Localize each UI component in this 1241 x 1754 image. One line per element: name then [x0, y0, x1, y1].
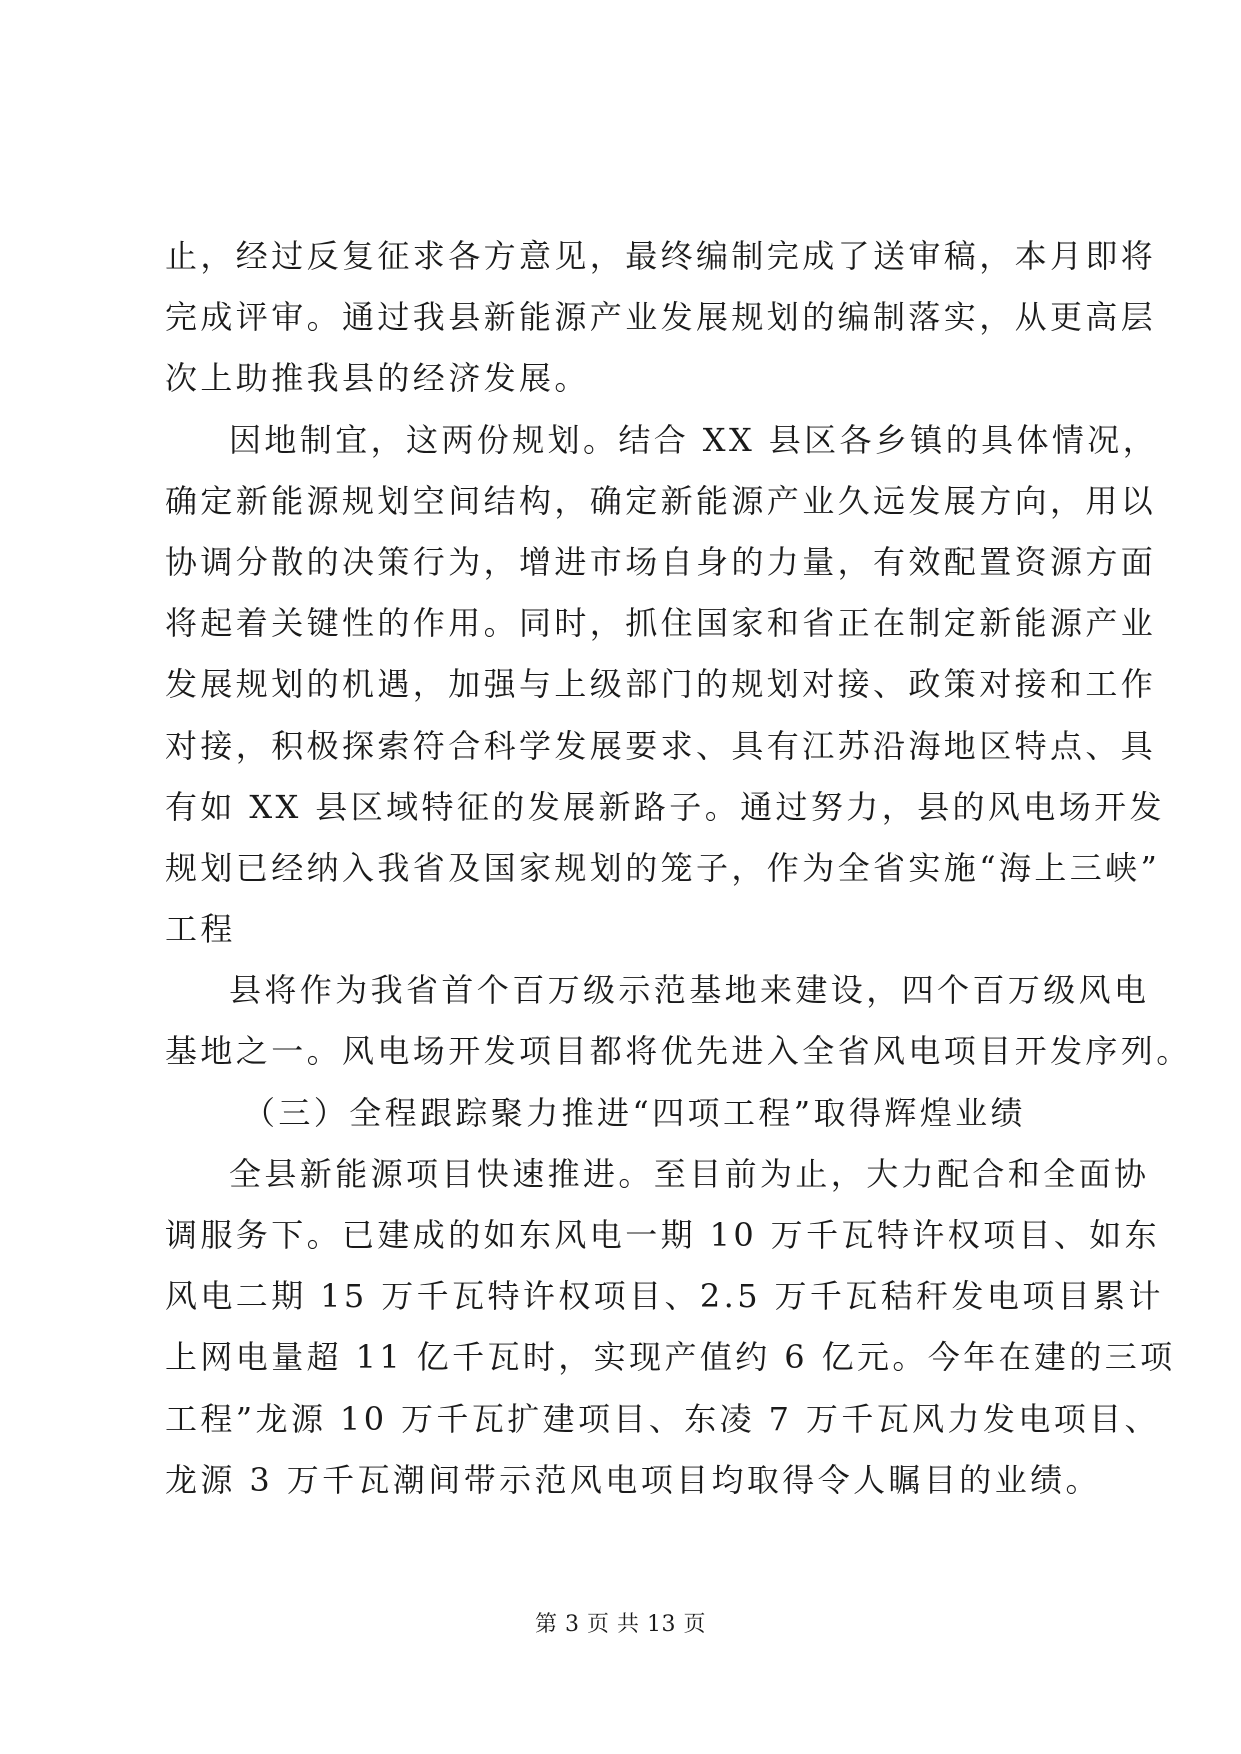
text-line-11: 规划已经纳入我省及国家规划的笼子，作为全省实施“海上三峡”: [165, 848, 1161, 887]
text-line-13: 县将作为我省首个百万级示范基地来建设，四个百万级风电: [229, 971, 1150, 1010]
section-heading: （三）全程跟踪聚力推进“四项工程”取得辉煌业绩: [243, 1093, 1026, 1132]
text-line-9: 对接，积极探索符合科学发展要求、具有江苏沿海地区特点、具: [165, 726, 1157, 765]
text-line-10: 有如 XX 县区域特征的发展新路子。通过努力，县的风电场开发: [165, 787, 1165, 826]
text-line-16: 全县新能源项目快速推进。至目前为止，大力配合和全面协: [229, 1154, 1150, 1193]
text-line-21: 龙源 3 万千瓦潮间带示范风电项目均取得令人瞩目的业绩。: [165, 1460, 1101, 1499]
document-body: [165, 226, 1192, 1511]
text-line-12: 工程: [165, 910, 236, 949]
text-line-5: 确定新能源规划空间结构，确定新能源产业久远发展方向，用以: [165, 481, 1157, 520]
text-line-7: 将起着关键性的作用。同时，抓住国家和省正在制定新能源产业: [165, 604, 1157, 643]
text-line-6: 协调分散的决策行为，增进市场自身的力量，有效配置资源方面: [165, 542, 1157, 581]
text-line-17: 调服务下。已建成的如东风电一期 10 万千瓦特许权项目、如东: [165, 1216, 1161, 1254]
text-line-4: 因地制宜，这两份规划。结合 XX 县区各乡镇的具体情况，: [229, 420, 1159, 459]
text-line-18: 风电二期 15 万千瓦特许权项目、2.5 万千瓦秸秆发电项目累计: [165, 1277, 1164, 1316]
text-line-19: 上网电量超 11 亿千瓦时，实现产值约 6 亿元。今年在建的三项: [165, 1338, 1176, 1377]
text-line-20: 工程”龙源 10 万千瓦扩建项目、东凌 7 万千瓦风力发电项目、: [165, 1399, 1160, 1438]
text-line-2: 完成评审。通过我县新能源产业发展规划的编制落实，从更高层: [165, 298, 1157, 337]
text-line-3: 次上助推我县的经济发展。: [165, 359, 590, 398]
page-number-footer: 第 3 页 共 13 页: [535, 1612, 706, 1637]
text-line-8: 发展规划的机遇，加强与上级部门的规划对接、政策对接和工作: [165, 665, 1157, 704]
text-line-14: 基地之一。风电场开发项目都将优先进入全省风电项目开发序列。: [165, 1032, 1192, 1071]
text-line-1: 止，经过反复征求各方意见，最终编制完成了送审稿，本月即将: [165, 237, 1157, 275]
